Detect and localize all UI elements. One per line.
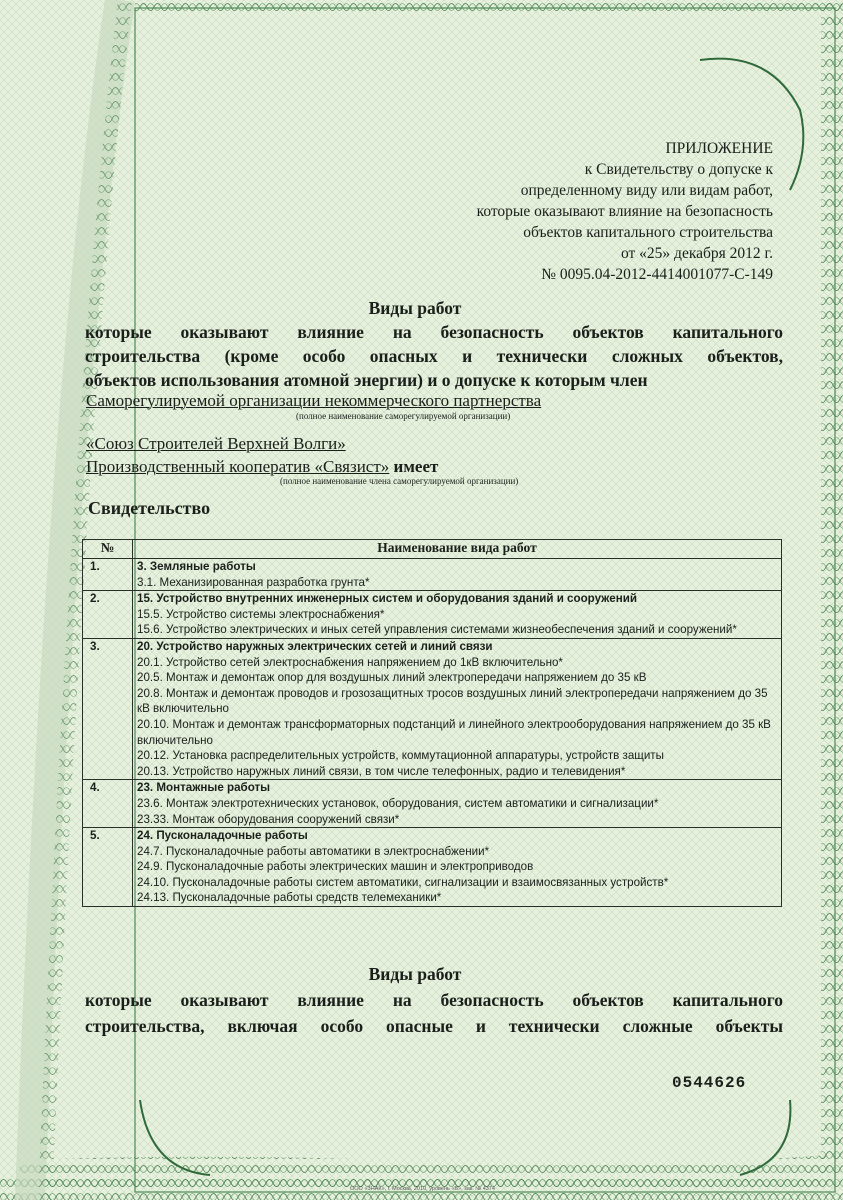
column-header-name: Наименование вида работ — [133, 540, 782, 559]
table-row — [83, 591, 782, 639]
table-row — [83, 828, 782, 907]
section1-line: строительства (кроме особо опасных и технически сложных объектов, — [85, 346, 783, 366]
section1-line: которые оказывают влияние на безопасность объектов капитального — [85, 322, 783, 342]
work-item: 24.13. Пусконаладочные работы средств телемеханики* — [137, 891, 442, 905]
work-item: 15.6. Устройство электрических и иных сетей управления системами жизнеобеспечения зданий и сооружений* — [137, 623, 737, 637]
work-group: 15. Устройство внутренних инженерных систем и оборудования зданий и сооружений — [137, 592, 637, 606]
row-number: 1. — [83, 559, 133, 591]
sro-name-2: «Союз Строителей Верхней Волги» — [86, 434, 346, 453]
table-row — [83, 638, 782, 779]
row-number: 3. — [83, 638, 133, 779]
appendix-line: ПРИЛОЖЕНИЕ — [665, 140, 773, 157]
row-content — [133, 559, 782, 591]
member-name: Производственный кооператив «Связист» — [86, 457, 390, 476]
row-content — [133, 591, 782, 639]
appendix-line: определенному виду или видам работ, — [520, 182, 773, 199]
certificate-label: Свидетельство — [88, 498, 211, 518]
row-content — [133, 780, 782, 828]
member-line — [86, 457, 438, 477]
appendix-line: № 0095.04-2012-4414001077-С-149 — [541, 266, 773, 283]
work-item: 20.8. Монтаж и демонтаж проводов и грозозащитных тросов воздушных линий электропередачи напряжением до 35 кВ включительно — [137, 686, 768, 716]
work-item: 20.12. Установка распределительных устройств, коммутационной аппаратуры, устройств защиты — [137, 749, 664, 763]
work-item: 23.6. Монтаж электротехнических установок, оборудования, систем автоматики и сигнализации* — [137, 796, 659, 810]
appendix-line: объектов капитального строительства — [523, 224, 773, 241]
work-item: 3.1. Механизированная разработка грунта* — [137, 575, 370, 589]
work-item: 20.10. Монтаж и демонтаж трансформаторных подстанций и линейного электрооборудования напряжением до 35 кВ включительно — [137, 717, 771, 747]
work-group: 23. Монтажные работы — [137, 781, 271, 795]
section1-title: Виды работ — [368, 298, 462, 318]
section1-line: объектов использования атомной энергии) и о допуске к которым член — [85, 370, 648, 390]
work-group: 3. Земляные работы — [137, 560, 256, 573]
serial-number: 0544626 — [672, 1074, 747, 1092]
section2-line: строительства, включая особо опасные и технически сложные объекты — [85, 1016, 783, 1036]
appendix-line: от «25» декабря 2012 г. — [620, 245, 773, 262]
table-row — [83, 559, 782, 591]
appendix-header — [353, 138, 773, 285]
work-item: 24.9. Пусконаладочные работы электрических машин и электроприводов — [137, 860, 534, 874]
work-item: 23.33. Монтаж оборудования сооружений связи* — [137, 812, 400, 826]
work-item: 24.7. Пусконаладочные работы автоматики в электроснабжении* — [137, 844, 490, 858]
work-item: 24.10. Пусконаладочные работы систем автоматики, сигнализации и взаимосвязанных устройств* — [137, 875, 669, 889]
appendix-line: которые оказывают влияние на безопасность — [476, 203, 773, 220]
works-table — [82, 539, 782, 907]
row-content — [133, 638, 782, 779]
column-header-number: № — [83, 540, 133, 559]
row-number: 5. — [83, 828, 133, 907]
member-suffix: имеет — [393, 457, 439, 476]
work-item: 20.13. Устройство наружных линий связи, в том числе телефонных, радио и телевидения* — [137, 764, 626, 778]
row-number: 2. — [83, 591, 133, 639]
row-content — [133, 828, 782, 907]
printer-imprint: ООО «ЗНАК», г. Москва, 2010, уровень «В», зак. № 4374 — [350, 1186, 495, 1192]
work-group: 20. Устройство наружных электрических сетей и линий связи — [137, 639, 493, 653]
table-row — [83, 780, 782, 828]
work-item: 15.5. Устройство системы электроснабжения* — [137, 607, 385, 621]
table-header-row — [83, 540, 782, 559]
member-caption: (полное наименование члена саморегулируемой организации) — [280, 476, 519, 486]
sro-caption: (полное наименование саморегулируемой организации) — [296, 411, 511, 421]
work-item: 20.5. Монтаж и демонтаж опор для воздушных линий электропередачи напряжением до 35 кВ — [137, 671, 647, 685]
sro-name: Саморегулируемой организации некоммерческого партнерства — [86, 391, 542, 410]
work-item: 20.1. Устройство сетей электроснабжения напряжением до 1кВ включительно* — [137, 655, 563, 669]
section2-line: которые оказывают влияние на безопасность объектов капитального — [85, 990, 783, 1010]
section2-title: Виды работ — [368, 964, 462, 984]
row-number: 4. — [83, 780, 133, 828]
appendix-line: к Свидетельству о допуске к — [584, 161, 773, 178]
work-group: 24. Пусконаладочные работы — [137, 829, 308, 843]
